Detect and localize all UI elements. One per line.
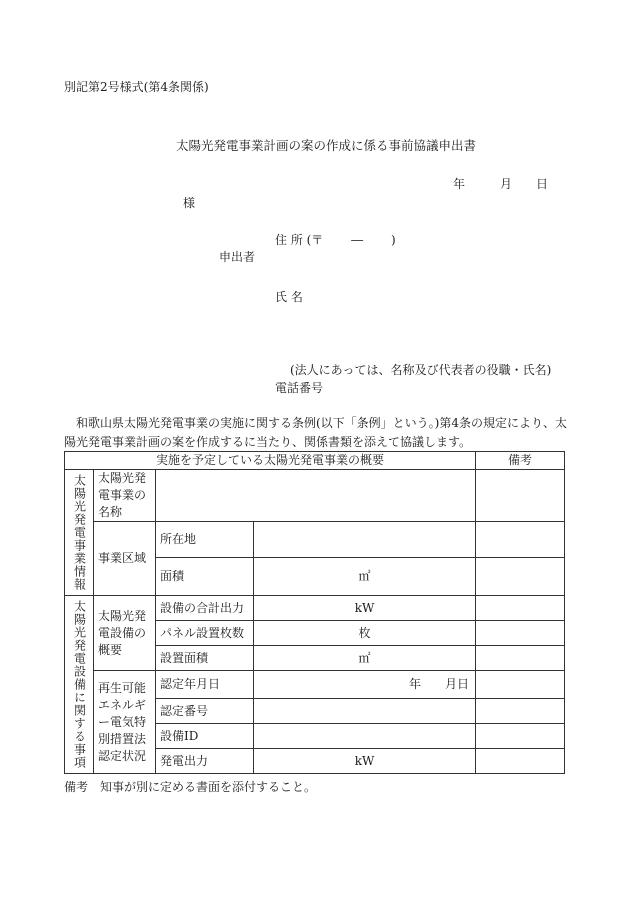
cert-date-label: 認定年月日 [156, 671, 254, 699]
cert-date-day: 日 [457, 677, 470, 691]
date-year: 年 [453, 177, 466, 191]
location-remarks[interactable] [476, 522, 565, 558]
date-day: 日 [536, 177, 549, 191]
table-header-main: 実施を予定している太陽光発電事業の概要 [65, 452, 476, 470]
cert-date-month: 月 [444, 677, 457, 691]
location-label: 所在地 [156, 522, 254, 558]
addressee-suffix: 様 [183, 196, 196, 210]
fit-status-label: 再生可能エネルギー電気特別措置法認定状況 [94, 671, 156, 774]
cert-date-year: 年 [408, 677, 421, 691]
panel-count-label: パネル設置枚数 [156, 621, 254, 646]
area-size-unit[interactable]: ㎡ [254, 558, 476, 596]
equipment-id-label: 設備ID [156, 724, 254, 749]
panel-count-remarks[interactable] [476, 621, 565, 646]
equipment-id-value[interactable] [254, 724, 476, 749]
generation-output-unit[interactable]: kW [254, 749, 476, 774]
business-area-label: 事業区域 [94, 522, 156, 596]
project-name-value[interactable] [156, 470, 476, 522]
area-size-remarks[interactable] [476, 558, 565, 596]
section-business-info: 太陽光発電事業情報 [65, 470, 94, 596]
cert-number-remarks[interactable] [476, 699, 565, 724]
form-label: 別記第2号様式(第4条関係) [64, 80, 209, 94]
cert-date-remarks[interactable] [476, 671, 565, 699]
body-text-content: 和歌山県太陽光発電事業の実施に関する条例(以下「条例」という。)第4条の規定により、太陽光発電事業計画の案を作成するに当たり、関係書類を添えて協議します。 [64, 416, 568, 449]
panel-count-unit[interactable]: 枚 [254, 621, 476, 646]
applicant-label: 申出者 [219, 250, 256, 264]
remark-note: 備考 知事が別に定める書面を添付すること。 [64, 780, 317, 794]
project-name-remarks[interactable] [476, 470, 565, 522]
cert-number-value[interactable] [254, 699, 476, 724]
install-area-unit[interactable]: ㎡ [254, 646, 476, 671]
body-text [64, 414, 574, 452]
equipment-id-remarks[interactable] [476, 724, 565, 749]
table-header-remarks: 備考 [476, 452, 565, 470]
name-label: 氏 名 [275, 290, 303, 304]
generation-output-remarks[interactable] [476, 749, 565, 774]
equipment-overview-label: 太陽光発電設備の概要 [94, 596, 156, 671]
date-line [453, 175, 548, 192]
cert-date-value[interactable] [254, 671, 476, 699]
section-equipment: 太陽光発電設備に関する事項 [65, 596, 94, 774]
document-title: 太陽光発電事業計画の案の作成に係る事前協議申出書 [176, 138, 477, 153]
total-output-unit[interactable]: kW [254, 596, 476, 621]
area-size-label: 面積 [156, 558, 254, 596]
cert-number-label: 認定番号 [156, 699, 254, 724]
generation-output-label: 発電出力 [156, 749, 254, 774]
total-output-remarks[interactable] [476, 596, 565, 621]
project-overview-table [64, 451, 565, 774]
date-month: 月 [500, 177, 513, 191]
install-area-remarks[interactable] [476, 646, 565, 671]
project-name-label: 太陽光発電事業の名称 [94, 470, 156, 522]
location-value[interactable] [254, 522, 476, 558]
phone-label: 電話番号 [275, 381, 324, 395]
corporation-note: (法人にあっては、名称及び代表者の役職・氏名) [290, 363, 552, 377]
total-output-label: 設備の合計出力 [156, 596, 254, 621]
address-label: 住 所 (〒 ― ) [275, 233, 396, 247]
install-area-label: 設置面積 [156, 646, 254, 671]
